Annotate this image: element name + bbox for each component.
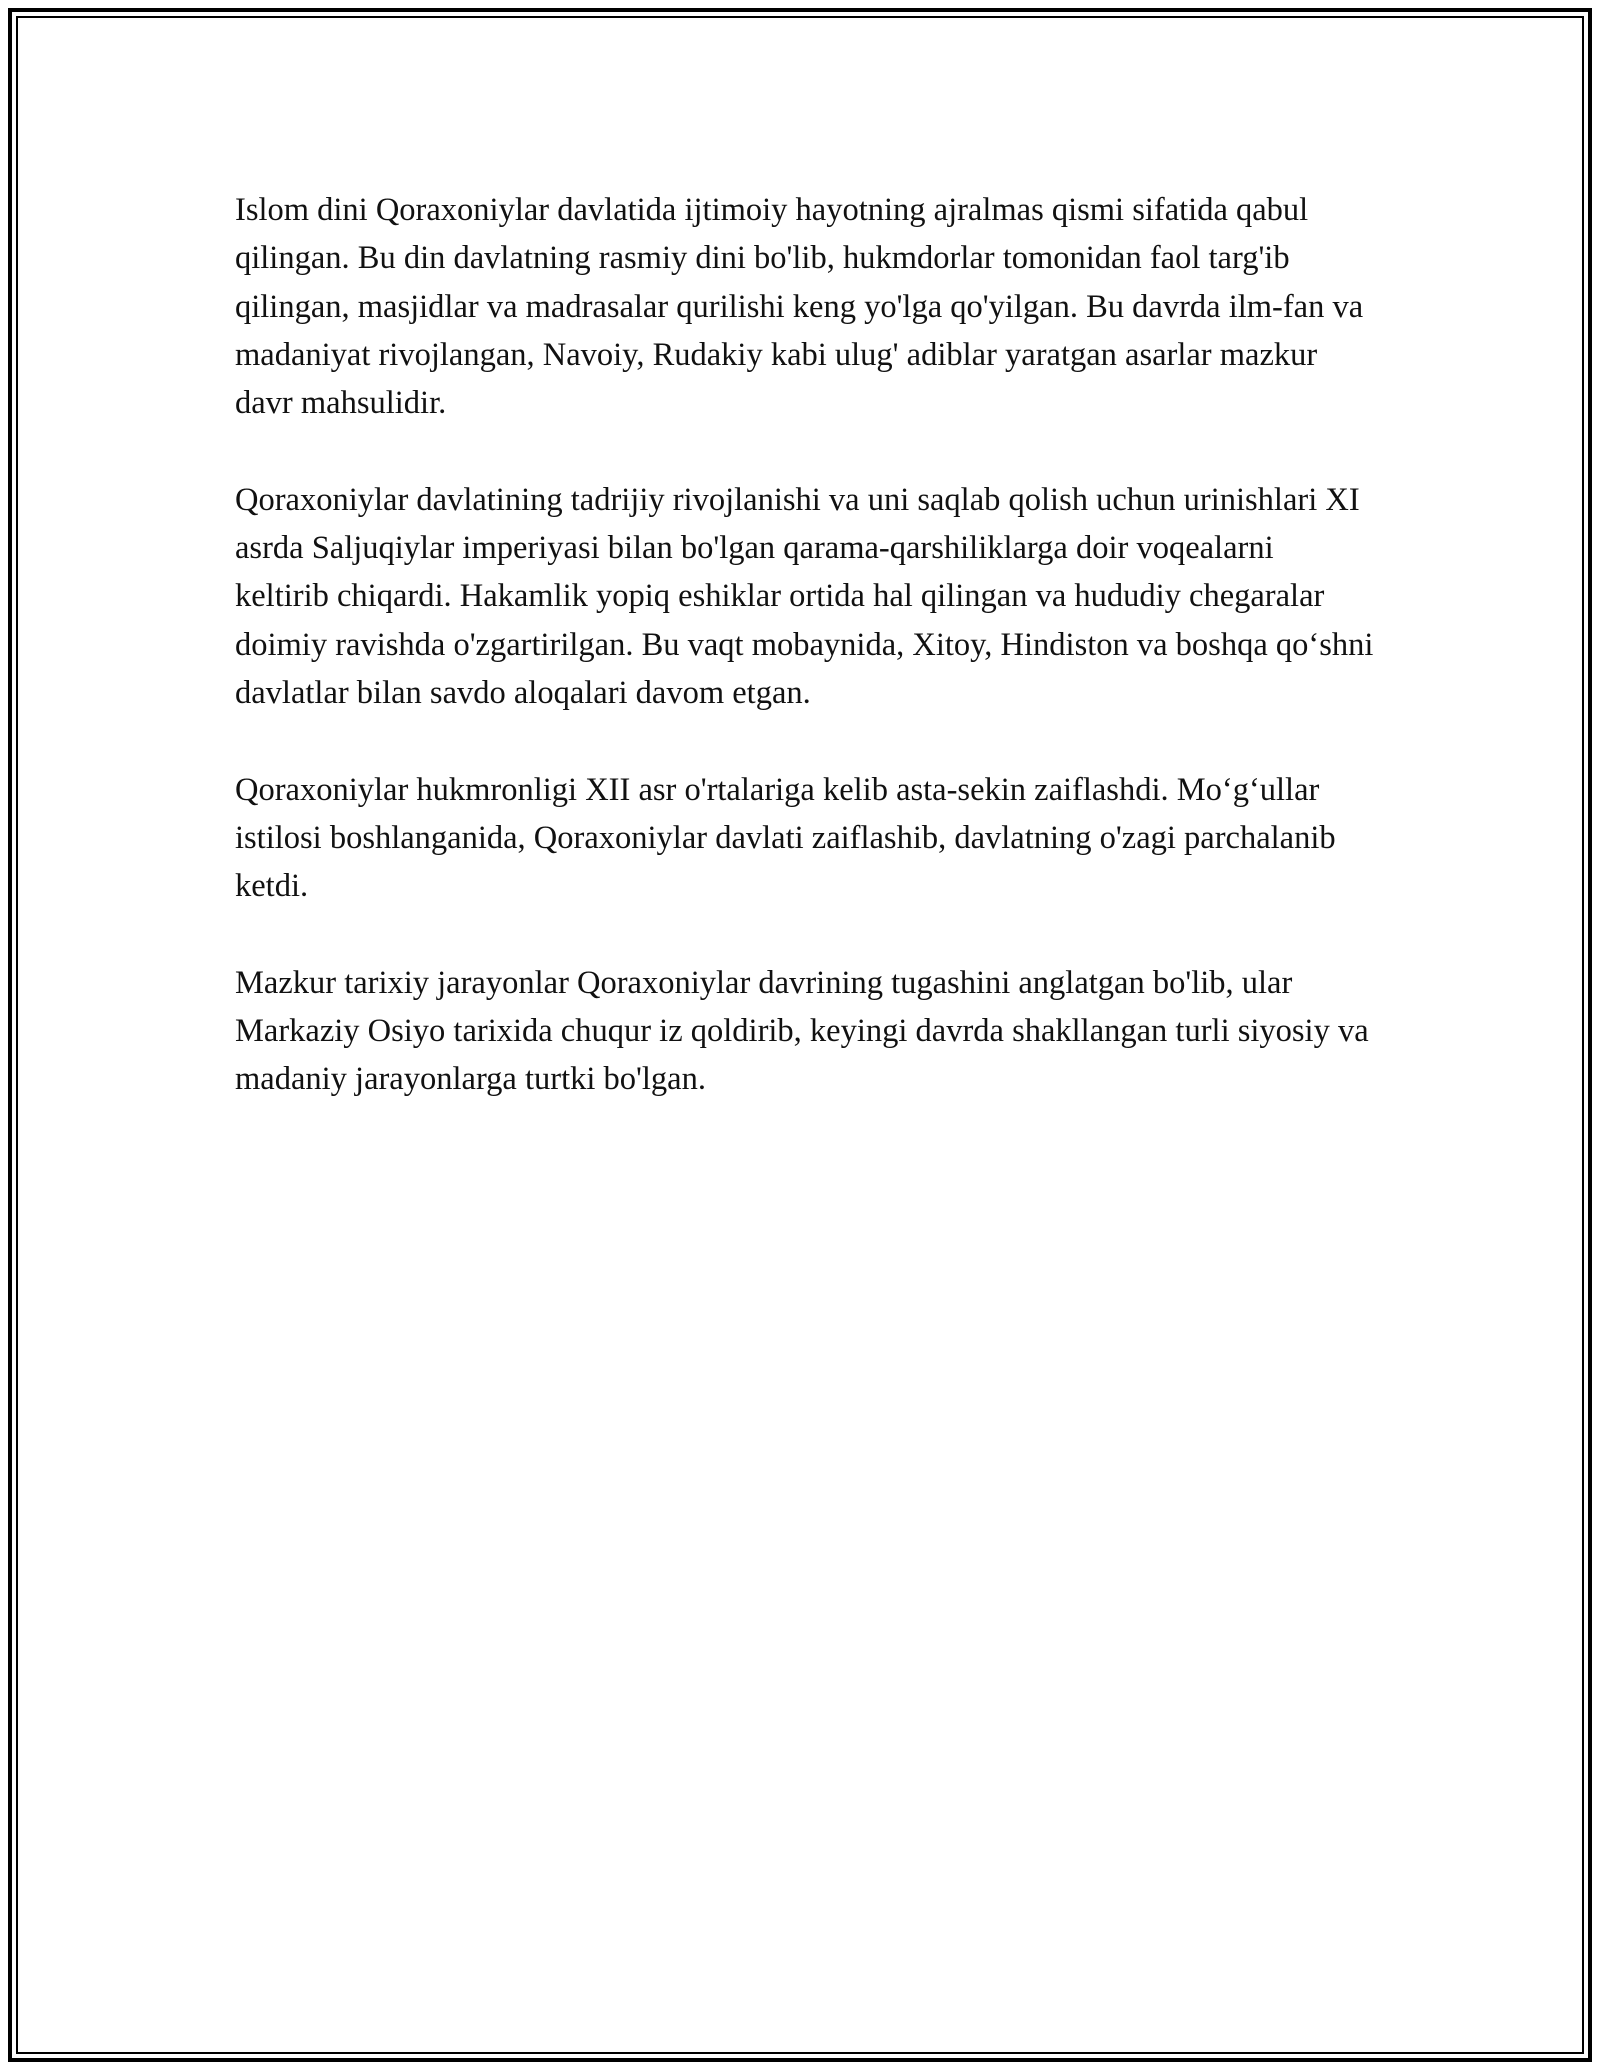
paragraph-1: Islom dini Qoraxoniylar davlatida ijtimoiy hayotning ajralmas qismi sifatida qabul qilingan. Bu din davlatning rasmiy dini bo'lib, hukmdorlar tomonidan faol targ'ib qilingan, masjidlar va madrasalar qurilishi keng yo'lga qo'yilgan. Bu davrda ilm-fan va madaniyat rivojlangan, Navoiy, Rudakiy kabi ulug' adiblar yaratgan asarlar mazkur davr mahsulidir.	[235, 192, 1364, 422]
paragraph-3: Qoraxoniylar hukmronligi XII asr o'rtalariga kelib asta-sekin zaiflashdi. Mo‘g‘ullar istilosi boshlanganida, Qoraxoniylar davlati zaiflashib, davlatning o'zagi parchalanib ketdi.	[235, 771, 1336, 905]
paragraph-4: Mazkur tarixiy jarayonlar Qoraxoniylar davrining tugashini anglatgan bo'lib, ular Markaziy Osiyo tarixida chuqur iz qoldirib, keyingi davrda shakllangan turli siyosiy va madaniy jarayonlarga turtki bo'lgan.	[235, 964, 1369, 1098]
document-body	[235, 186, 1375, 1152]
paragraph-2: Qoraxoniylar davlatining tadrijiy rivojlanishi va uni saqlab qolish uchun urinishlari XI asrda Saljuqiylar imperiyasi bilan bo'lgan qarama-qarshiliklarga doir voqealarni keltirib chiqardi. Hakamlik yopiq eshiklar ortida hal qilingan va hududiy chegaralar doimiy ravishda o'zgartirilgan. Bu vaqt mobaynida, Xitoy, Hindiston va boshqa qo‘shni davlatlar bilan savdo aloqalari davom etgan.	[235, 481, 1374, 711]
